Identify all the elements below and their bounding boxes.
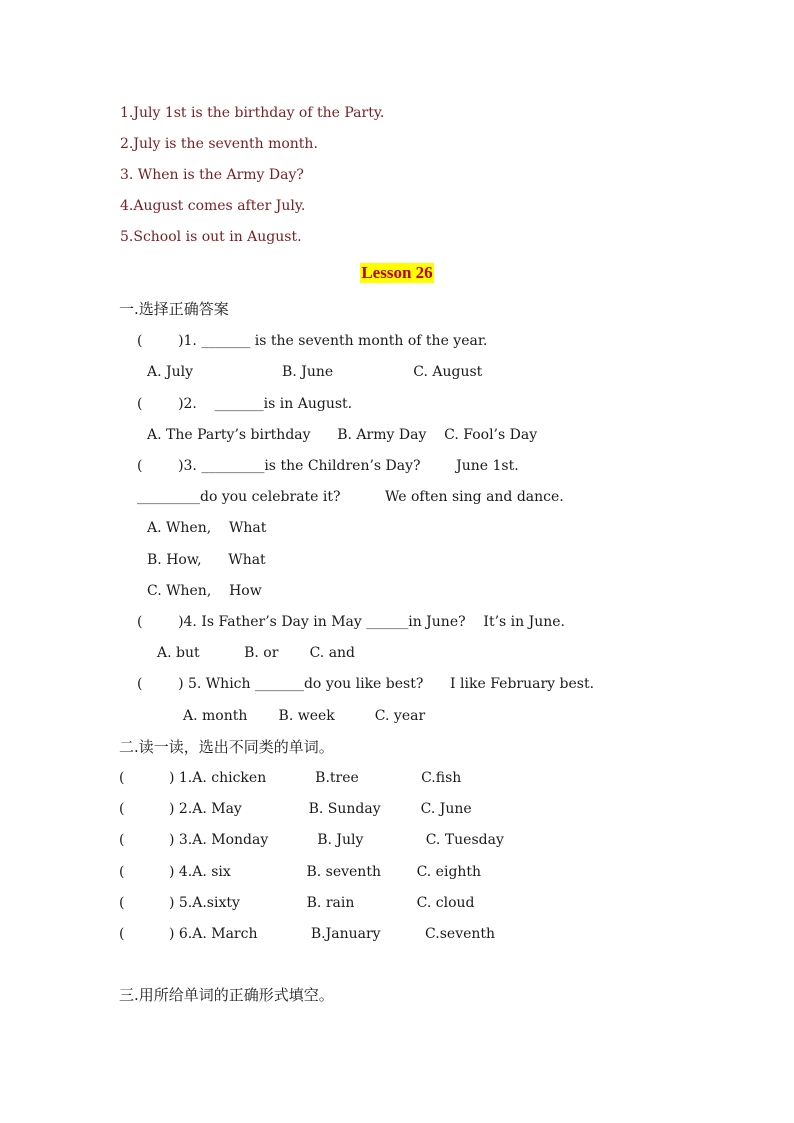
q5-options: A. month B. week C. year	[183, 708, 426, 724]
lesson-title-wrap	[0, 263, 794, 283]
q2-options: A. The Party’s birthday B. Army Day C. Fool’s Day	[147, 427, 538, 443]
intro-sentence-2: 2.July is the seventh month.	[120, 136, 318, 152]
intro-sentence-5: 5.School is out in August.	[120, 229, 302, 245]
q1-stem: ( )1. _______ is the seventh month of the year.	[137, 333, 488, 349]
intro-sentence-4: 4.August comes after July.	[120, 198, 306, 214]
section3-heading: 三.用所给单词的正确形式填空。	[119, 986, 334, 1004]
odd-one-out-row-2: ( ) 2.A. May B. Sunday C. June	[119, 801, 472, 817]
q2-stem: ( )2. _______is in August.	[137, 396, 353, 412]
q4-stem: ( )4. Is Father’s Day in May ______in June? It’s in June.	[137, 614, 565, 630]
intro-sentence-3: 3. When is the Army Day?	[120, 167, 304, 183]
q3-option-b: B. How, What	[147, 552, 266, 568]
lesson-title: Lesson 26	[361, 263, 433, 282]
q3-option-a: A. When, What	[147, 520, 267, 536]
q1-options: A. July B. June C. August	[147, 364, 483, 380]
odd-one-out-row-4: ( ) 4.A. six B. seventh C. eighth	[119, 864, 482, 880]
intro-sentence-1: 1.July 1st is the birthday of the Party.	[120, 105, 385, 121]
q4-options: A. but B. or C. and	[157, 645, 356, 661]
odd-one-out-row-3: ( ) 3.A. Monday B. July C. Tuesday	[119, 832, 504, 848]
q3-option-c: C. When, How	[147, 583, 262, 599]
odd-one-out-row-6: ( ) 6.A. March B.January C.seventh	[119, 926, 496, 942]
section1-heading: 一.选择正确答案	[119, 300, 229, 318]
odd-one-out-row-5: ( ) 5.A.sixty B. rain C. cloud	[119, 895, 475, 911]
q3-stem: ( )3. _________is the Children’s Day? June 1st.	[137, 458, 519, 474]
odd-one-out-row-1: ( ) 1.A. chicken B.tree C.fish	[119, 770, 462, 786]
q3-stem-continued: _________do you celebrate it? We often sing and dance.	[137, 489, 564, 505]
q5-stem: ( ) 5. Which _______do you like best? I like February best.	[137, 676, 595, 692]
section2-heading: 二.读一读，选出不同类的单词。	[119, 738, 334, 756]
